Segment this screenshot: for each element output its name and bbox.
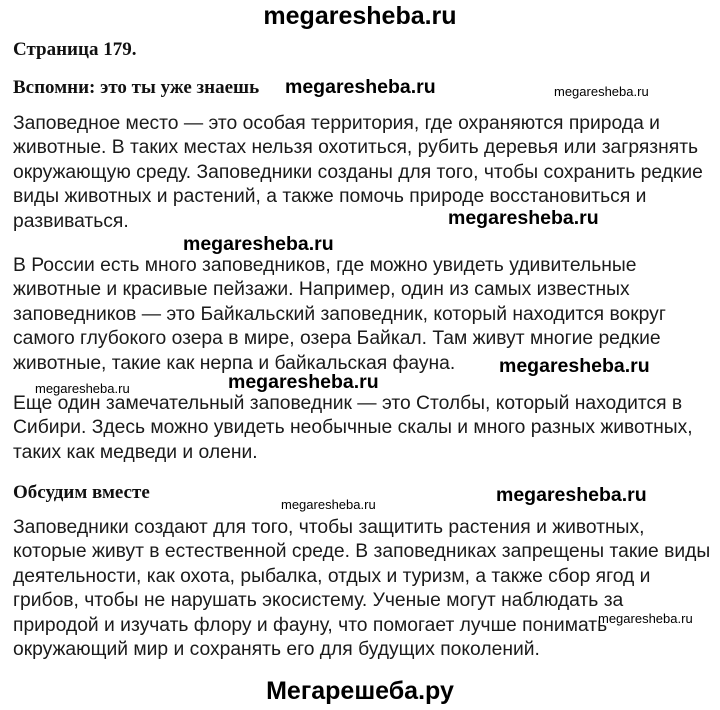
section-heading-remember: Вспомни: это ты уже знаешь [13, 77, 260, 98]
site-brand-header: megaresheba.ru [263, 2, 457, 30]
watermark: megaresheba.ru [598, 611, 693, 626]
text-line: Заповедное место — это особая территория, где охраняются природа и [13, 113, 660, 134]
paragraph-stolby-reserve [13, 392, 713, 465]
text-line: Сибири. Здесь можно увидеть необычные скалы и много разных животных, [13, 417, 693, 439]
text-line: деятельности, как охота, рыбалка, отдых и туризм, а также сбор ягод и [13, 565, 651, 587]
text-line: таких как медведи и олени. [13, 441, 258, 463]
text-line: окружающий мир и сохранять его для будущих поколений. [13, 639, 540, 661]
watermark: megaresheba.ru [554, 84, 649, 99]
text-line: самого глубокого озера в мире, озера Байкал. Там живут многие редкие [13, 328, 661, 350]
paragraph-reserve-purpose [13, 516, 713, 662]
watermark: megaresheba.ru [499, 355, 650, 377]
text-line: природой и изучать флору и фауну, что помогает лучше понимать [13, 614, 608, 636]
page-number: Страница 179. [13, 39, 137, 60]
text-line: окружающую среду. Заповедники созданы для того, чтобы сохранить редкие [13, 161, 703, 183]
text-line: животные и красивые пейзажи. Например, один из самых известных [13, 279, 630, 301]
watermark: megaresheba.ru [183, 233, 334, 255]
text-line: В России есть много заповедников, где можно увидеть удивительные [13, 255, 637, 276]
text-line: которые живут в естественной среде. В заповедниках запрещены такие виды [13, 541, 711, 563]
text-line: животные, такие как нерпа и байкальская фауна. [13, 352, 456, 374]
text-line: Заповедники создают для того, чтобы защитить растения и животных, [13, 517, 645, 538]
watermark: megaresheba.ru [285, 76, 436, 98]
watermark: megaresheba.ru [281, 497, 376, 512]
text-line: развиваться. [13, 210, 129, 232]
text-line: Еще один замечательный заповедник — это Столбы, который находится в [13, 393, 683, 414]
text-line: грибов, чтобы не нарушать экосистему. Ученые могут наблюдать за [13, 590, 624, 612]
text-line: животные. В таких местах нельзя охотиться, рубить деревья или загрязнять [13, 137, 699, 159]
section-heading-discuss: Обсудим вместе [13, 482, 150, 503]
watermark: megaresheba.ru [496, 484, 647, 506]
text-line: виды животных и растений, а также помочь природе восстановиться и [13, 186, 647, 208]
watermark: megaresheba.ru [448, 207, 599, 229]
paragraph-protected-place [13, 112, 713, 234]
watermark: megaresheba.ru [35, 381, 130, 396]
site-brand-footer: Мегарешеба.ру [266, 677, 454, 705]
text-line: заповедников — это Байкальский заповедник, который находится вокруг [13, 303, 666, 325]
watermark: megaresheba.ru [228, 371, 379, 393]
